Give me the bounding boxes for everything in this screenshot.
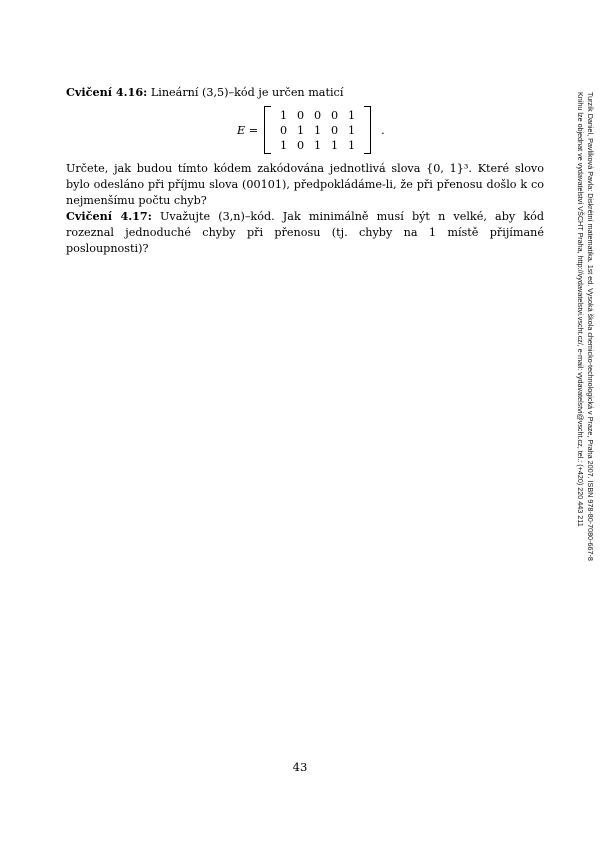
matrix-cell: 0 xyxy=(331,108,339,122)
exercise-4-17-body: Uvažujte (3,n)–kód. Jak minimálně musí být n velké, aby kód rozeznal jednoduché chyby při přenosu (tj. chyby na 1 místě přijímané posloupnosti)? xyxy=(66,210,544,255)
matrix-label: E = xyxy=(237,123,259,137)
exercise-4-16-intro: Lineární (3,5)–kód je určen maticí xyxy=(150,86,344,99)
matrix-cell: 1 xyxy=(314,123,322,137)
exercise-4-17 xyxy=(66,208,544,257)
matrix-cell: 1 xyxy=(348,108,356,122)
matrix-cell: 1 xyxy=(348,138,356,152)
matrix-e xyxy=(271,108,364,153)
exercise-4-16-title: Cvičení 4.16: xyxy=(66,85,148,99)
exercise-4-17-title: Cvičení 4.17: xyxy=(66,209,152,223)
side-note-line-2: Knihu lze objednat ve vydavatelství VŠCHT Praha, http://vydavatelstvi.vscht.cz/, e-mail: vydavatelstvi@vscht.cz, tel.: (+420) 220 443 211 xyxy=(576,92,585,527)
right-bracket xyxy=(364,106,371,154)
matrix-cell: 1 xyxy=(280,108,288,122)
matrix-cell: 0 xyxy=(331,123,339,137)
matrix-period: . xyxy=(381,123,385,137)
matrix-cell: 1 xyxy=(331,138,339,152)
matrix-cell: 1 xyxy=(280,138,288,152)
matrix-cell: 0 xyxy=(297,108,305,122)
left-bracket xyxy=(264,106,271,154)
side-copyright-note xyxy=(575,92,595,592)
matrix-cell: 1 xyxy=(348,123,356,137)
matrix-cell: 0 xyxy=(314,108,322,122)
side-note-line-1: Turzík Daniel, Pavlíková Pavla: Diskrétní matematika. 1st ed. Vysoká škola chemicko-technologická v Praze, Praha 2007. ISBN 978-80-7080-667-8 xyxy=(586,92,595,561)
page-number: 43 xyxy=(292,760,308,774)
matrix-cell: 1 xyxy=(314,138,322,152)
matrix-cell: 1 xyxy=(297,123,305,137)
matrix-cell: 0 xyxy=(280,123,288,137)
matrix-cell: 0 xyxy=(297,138,305,152)
matrix-equation xyxy=(237,104,385,156)
exercise-4-16-body: Určete, jak budou tímto kódem zakódována jednotlivá slova {0, 1}³. Které slovo bylo odesláno při příjmu slova (00101), předpokládáme-li, že při přenosu došlo k co nejmenšímu počtu chyb? xyxy=(66,162,544,207)
exercise-4-16-heading xyxy=(66,84,544,101)
